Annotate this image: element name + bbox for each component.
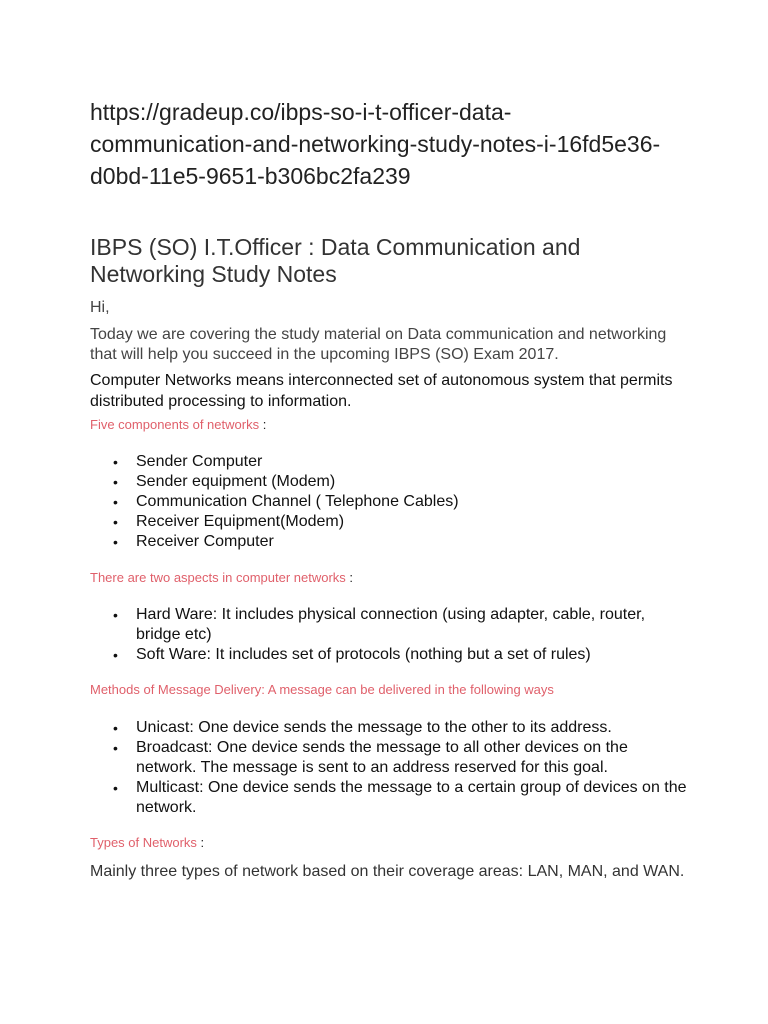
source-url-line: communication-and-networking-study-notes-i-16fd5e36-: [90, 131, 661, 157]
list-item-text: Communication Channel ( Telephone Cables): [136, 493, 459, 510]
list-item: [90, 532, 690, 552]
section-heading-aspects: [90, 569, 690, 587]
network-types-paragraph: Mainly three types of network based on their coverage areas: LAN, MAN, and WAN.: [90, 863, 685, 880]
source-url-line: https://gradeup.co/ibps-so-i-t-officer-data-: [90, 99, 512, 125]
list-item-text: Broadcast: One device sends the message to all other devices on the network. The message is sent to an address reserved for this goal.: [136, 739, 628, 776]
bullet-icon: •: [113, 740, 118, 756]
bullet-icon: •: [113, 720, 118, 736]
intro-paragraph: Today we are covering the study material on Data communication and networking that will help you succeed in the upcoming IBPS (SO) Exam 2017.: [90, 326, 667, 363]
document-page: [90, 96, 690, 882]
bullet-icon: •: [113, 494, 118, 510]
greeting-text: Hi,: [90, 299, 110, 316]
section-heading-text: There are two aspects in computer networks: [90, 570, 346, 585]
list-item: [90, 605, 690, 645]
list-item-text: Receiver Computer: [136, 533, 274, 550]
section-heading-components: [90, 416, 690, 434]
list-item: [90, 492, 690, 512]
list-item: [90, 778, 690, 818]
list-item-text: Multicast: One device sends the message to a certain group of devices on the network.: [136, 779, 687, 816]
list-item: [90, 472, 690, 492]
source-url-line: d0bd-11e5-9651-b306bc2fa239: [90, 163, 411, 189]
bullet-icon: •: [113, 780, 118, 796]
section-heading-types: [90, 834, 690, 852]
bullet-icon: •: [113, 514, 118, 530]
heading-colon: :: [345, 570, 354, 585]
delivery-list: [90, 718, 690, 818]
list-item-text: Soft Ware: It includes set of protocols (nothing but a set of rules): [136, 646, 591, 663]
list-item: [90, 718, 690, 738]
list-item-text: Receiver Equipment(Modem): [136, 513, 345, 530]
bullet-icon: •: [113, 647, 118, 663]
list-item-text: Hard Ware: It includes physical connection (using adapter, cable, router, bridge etc): [136, 606, 646, 643]
list-item-text: Sender Computer: [136, 453, 263, 470]
list-item: [90, 512, 690, 532]
section-heading-text: Five components of networks: [90, 417, 260, 432]
list-item: [90, 738, 690, 778]
bullet-icon: •: [113, 454, 118, 470]
aspects-list: [90, 605, 690, 665]
source-url: [90, 96, 690, 192]
bullet-icon: •: [113, 607, 118, 623]
list-item: [90, 452, 690, 472]
list-item-text: Sender equipment (Modem): [136, 473, 336, 490]
heading-colon: :: [259, 417, 267, 432]
document-title: IBPS (SO) I.T.Officer : Data Communication and Networking Study Notes: [90, 234, 581, 287]
section-heading-text: Methods of Message Delivery: A message can be delivered in the following ways: [90, 682, 554, 697]
components-list: [90, 452, 690, 552]
heading-colon: :: [196, 835, 205, 850]
list-item-text: Unicast: One device sends the message to the other to its address.: [136, 719, 612, 736]
definition-paragraph: Computer Networks means interconnected set of autonomous system that permits distributed processing to information.: [90, 372, 673, 410]
section-heading-text: Types of Networks: [90, 835, 197, 850]
bullet-icon: •: [113, 534, 118, 550]
list-item: [90, 645, 690, 665]
bullet-icon: •: [113, 474, 118, 490]
section-heading-delivery: [90, 681, 690, 699]
